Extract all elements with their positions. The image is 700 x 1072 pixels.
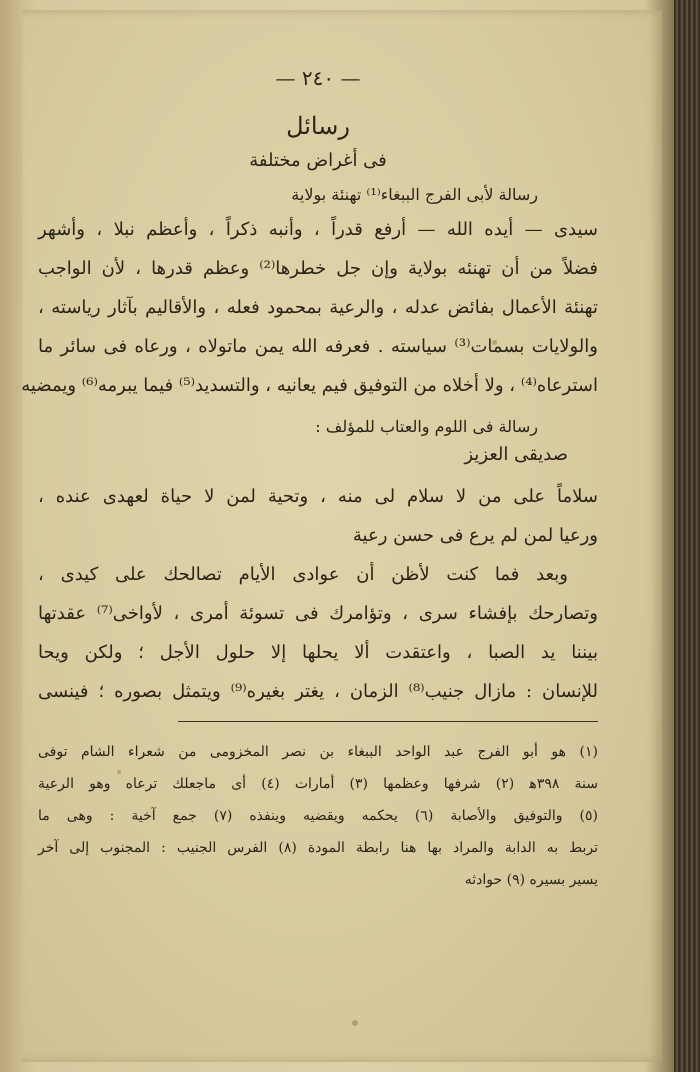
letter2-line: وتصارحك بإفشاء سرى ، وتؤامرك فى تسوئة أمرى ، لأواخى⁽⁷⁾ عقدتها (38, 603, 598, 624)
footnote-line: (٥) والتوفيق والأصابة (٦) يحكمه ويقضيه وينفذه (٧) جمع آخية : وهى ما (38, 808, 599, 824)
page-number: — ٢٤٠ — (275, 66, 361, 90)
letter1-line: سيدى — أيده الله — أرفع قدراً ، وأنبه ذكراً ، وأعظم نبلا ، وأشهر (38, 219, 598, 240)
page-content (21, 66, 599, 896)
page-subtitle: فى أغراض مختلفة (249, 150, 387, 171)
footnote-line: يسير بسيره (٩) حوادثه (464, 872, 598, 888)
paper-stain (352, 1020, 358, 1026)
letter1-line: فضلاً من أن تهنئه بولاية وإن جل خطرها⁽²⁾ وعظم قدرها ، لأن الواجب (38, 258, 598, 279)
letter2-line: للإنسان : مازال جنيب⁽⁸⁾ الزمان ، يغتر بغيره⁽⁹⁾ ويتمثل بصوره ؛ فينسى (38, 681, 599, 702)
footnote-divider (178, 721, 598, 722)
footnotes (38, 736, 598, 896)
letter2-line: سلاماً على من لا سلام لى منه ، وتحية لمن لا حياة لعهدى عنده ، (38, 486, 598, 507)
letter2-body (38, 477, 598, 711)
footnote-line: (١) هو أبو الفرج عبد الواحد الببغاء بن نصر المخزومى من شعراء الشام توفى (38, 744, 598, 760)
footnote-line: سنة ٣٩٨ﻫ (٢) شرفها وعظمها (٣) أمارات (٤) أى ماجعلك ترعاه وهو الرعية (38, 776, 599, 792)
letter1-body (21, 210, 598, 405)
letter1-line: استرعاه⁽⁴⁾ ، ولا أخلاه من التوفيق فيم يعانيه ، والتسديد⁽⁵⁾ فيما يبرمه⁽⁶⁾ ويمضيه (21, 375, 598, 396)
letter2-line: وبعد فما كنت لأظن أن عوادى الأيام تصالحك على كيدى ، (38, 564, 568, 585)
letter2-intro: رسالة فى اللوم والعتاب للمؤلف : (315, 417, 538, 436)
page-edges (674, 0, 700, 1072)
letter1-intro: رسالة لأبى الفرج الببغاء⁽¹⁾ تهنئة بولاية (291, 185, 538, 204)
page-title: رسائل (286, 112, 350, 140)
letter1-line: والولايات بسمات⁽³⁾ سياسته . فعرفه الله يمن ماتولاه ، ورعاه فى سائر ما (38, 336, 598, 357)
letter1-line: تهنئة الأعمال بفائض عدله ، والرعية بمحمود فعله ، والأقاليم بآثار رياسته ، (38, 297, 598, 318)
letter2-greeting: صديقى العزيز (464, 444, 568, 465)
footnote-line: تربط به الدابة والمراد بها هنا رابطة المودة (٨) الفرس الجنيب : المجنوب إلى آخر (38, 840, 598, 856)
letter2-line: ورعيا لمن لم يرع فى حسن رعية (352, 525, 598, 546)
letter2-line: بيننا يد الصبا ، واعتقدت ألا يحلها إلا حلول الأجل ؛ ولكن ويحا (38, 642, 598, 663)
